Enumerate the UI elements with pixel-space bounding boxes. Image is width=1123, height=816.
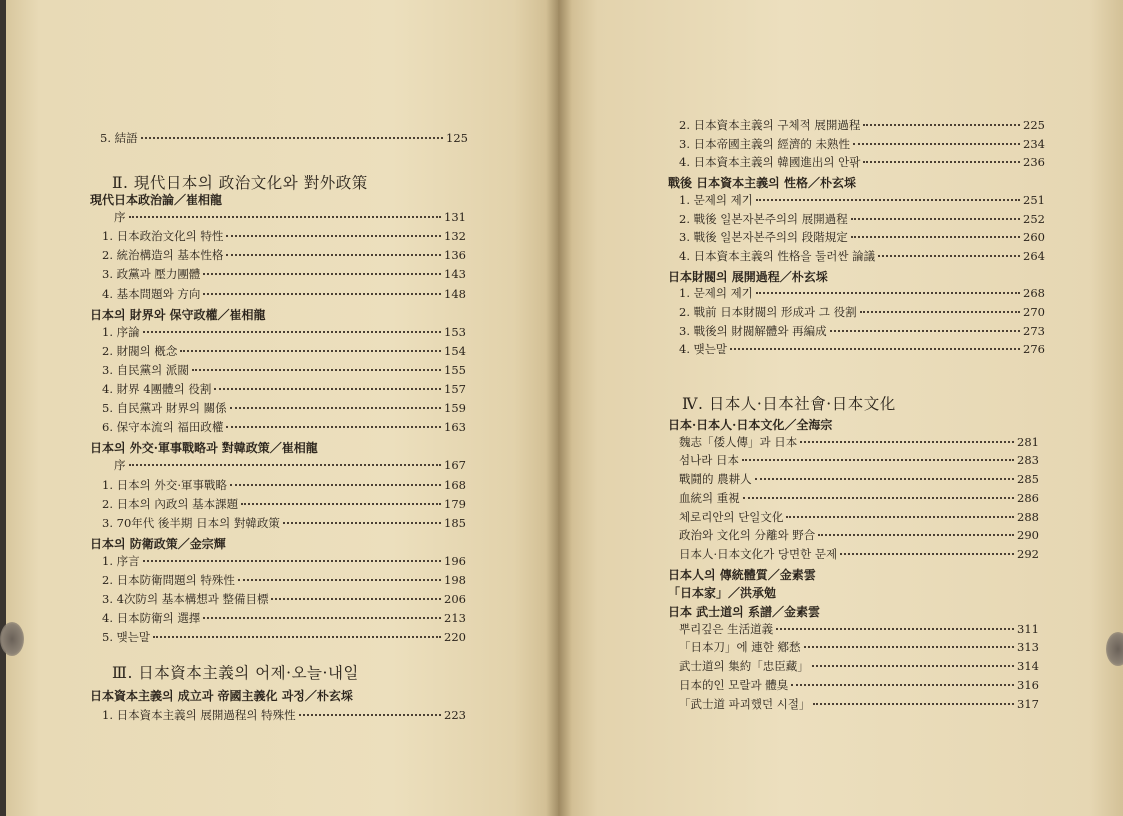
dot-leader [271, 597, 441, 600]
toc-entry [679, 286, 1045, 300]
toc-page-number: 234 [1023, 136, 1045, 151]
part-heading: Ⅱ. 現代日本의 政治文化와 對外政策 [112, 174, 368, 192]
toc-entry-title: 「武士道 파괴했던 시절」 [679, 696, 811, 711]
toc-entry [102, 554, 466, 568]
dot-leader [241, 502, 441, 505]
toc-entry [102, 611, 466, 625]
toc-entry [679, 249, 1045, 263]
toc-entry-title: 1. 日本政治文化의 特性 [102, 229, 224, 244]
toc-entry [102, 267, 466, 281]
toc-page-number: 185 [444, 515, 466, 530]
toc-entry [102, 708, 466, 722]
toc-page-number: 168 [444, 477, 466, 492]
toc-entry [679, 212, 1045, 226]
toc-page-number: 153 [444, 324, 466, 339]
toc-page-number: 225 [1023, 118, 1045, 132]
right-page [558, 0, 1123, 816]
dot-leader [878, 254, 1020, 257]
dot-leader [786, 515, 1014, 518]
toc-entry-title: 6. 保守本流의 福田政權 [102, 420, 224, 435]
toc-entry [679, 193, 1045, 207]
toc-entry-title: 3. 4次防의 基本構想과 整備目標 [102, 592, 269, 607]
toc-page-number: 286 [1017, 490, 1039, 505]
toc-entry-title: 3. 70年代 後半期 日本의 對韓政策 [102, 515, 280, 530]
toc-entry-title: 4. 맺는말 [679, 342, 727, 357]
toc-entry-title: 武士道의 集約「忠臣藏」 [679, 659, 809, 674]
dot-leader [730, 347, 1020, 350]
toc-page-number: 179 [444, 496, 466, 511]
toc-entry-title: 日本的인 모랄과 體臭 [679, 677, 789, 692]
toc-entry-title: 3. 日本帝國主義의 經濟的 未熟性 [679, 136, 851, 151]
toc-entry-title: 序 [114, 458, 126, 473]
toc-entry-title: 戰鬪的 農耕人 [679, 472, 752, 487]
toc-entry-title: 4. 基本問題와 方向 [102, 286, 201, 301]
toc-entry-title: 日本人·日本文化가 당면한 문제 [679, 546, 838, 561]
dot-leader [226, 425, 441, 428]
toc-entry-title: 1. 日本資本主義의 展開過程의 特殊性 [102, 708, 296, 722]
dot-leader [129, 215, 442, 218]
article-title: 日本의 財界와 保守政權／崔相龍 [90, 307, 266, 322]
toc-entry [679, 230, 1045, 244]
dot-leader [800, 440, 1014, 443]
toc-entry-title: 政治와 文化의 分離와 野合 [679, 528, 816, 543]
toc-entry-title: 4. 財界 4團體의 役割 [102, 382, 212, 396]
dot-leader [853, 142, 1020, 145]
article-title: 日本人의 傳統體質／金素雲 [668, 567, 816, 582]
toc-page-number: 268 [1023, 286, 1045, 301]
toc-page-number: 252 [1023, 211, 1045, 226]
toc-entry [102, 344, 466, 358]
toc-entry-title: 3. 戰後의 財閥解體와 再編成 [679, 323, 827, 338]
dot-leader [226, 253, 441, 256]
dot-leader [756, 291, 1020, 294]
dot-leader [192, 368, 441, 371]
dot-leader [203, 272, 441, 275]
toc-entry-title: 3. 戰後 일본자본주의의 段階規定 [679, 230, 848, 245]
toc-entry [679, 472, 1039, 486]
toc-page-number: 157 [444, 382, 466, 396]
dot-leader [812, 664, 1014, 667]
dot-leader [743, 496, 1014, 499]
dot-leader [203, 292, 441, 295]
toc-entry [679, 342, 1045, 356]
toc-page-number: 281 [1017, 434, 1039, 449]
left-page-contents [6, 0, 558, 816]
left-page [6, 0, 558, 816]
toc-entry [679, 622, 1039, 636]
toc-entry-title: 3. 自民黨의 派閥 [102, 362, 189, 377]
toc-entry [102, 229, 466, 243]
toc-entry [679, 118, 1045, 132]
dot-leader [840, 552, 1014, 555]
toc-entry [679, 640, 1039, 654]
toc-page-number: 285 [1017, 472, 1039, 487]
toc-entry-title: 魏志「倭人傳」과 日本 [679, 434, 798, 449]
toc-page-number: 264 [1023, 248, 1045, 263]
toc-entry-title: 뿌리깊은 生活道義 [679, 621, 774, 636]
toc-page-number: 316 [1017, 677, 1039, 692]
toc-page-number: 313 [1017, 640, 1039, 655]
toc-entry [102, 478, 466, 492]
toc-entry [102, 287, 466, 301]
toc-entry-title: 3. 政黨과 壓力團體 [102, 267, 201, 282]
toc-entry [102, 325, 466, 339]
dot-leader [851, 217, 1020, 220]
toc-page-number: 276 [1023, 342, 1045, 357]
toc-entry-title: 4. 日本資本主義의 性格을 둘러싼 論議 [679, 248, 876, 263]
dot-leader [129, 463, 442, 466]
dot-leader [863, 123, 1020, 126]
toc-page-number: 131 [444, 210, 466, 225]
dot-leader [143, 559, 441, 562]
article-title: 日本·日本人·日本文化／全海宗 [668, 418, 833, 432]
article-title: 日本의 防衛政策／金宗輝 [90, 536, 226, 551]
dot-leader [742, 458, 1014, 461]
toc-entry [102, 248, 466, 262]
toc-entry [102, 363, 466, 377]
toc-entry [102, 630, 466, 644]
toc-entry-title: 2. 日本防衛問題의 特殊性 [102, 573, 235, 587]
book-gutter [546, 0, 572, 816]
dot-leader [863, 160, 1020, 163]
toc-entry [679, 697, 1039, 711]
toc-page-number: 270 [1023, 305, 1045, 319]
dot-leader [180, 349, 441, 352]
toc-page-number: 236 [1023, 155, 1045, 170]
article-title: 日本 武士道의 系譜／金素雲 [668, 605, 820, 619]
toc-page-number: 220 [444, 630, 466, 645]
toc-page-number: 143 [444, 267, 466, 282]
toc-page-number: 251 [1023, 192, 1045, 207]
toc-entry [102, 516, 466, 530]
toc-entry-title: 5. 自民黨과 財界의 關係 [102, 401, 227, 416]
part-heading: Ⅳ. 日本人·日本社會·日本文化 [682, 395, 896, 413]
toc-entry-title: 1. 문제의 제기 [679, 192, 753, 207]
toc-entry-title: 2. 日本資本主義의 구체적 展開過程 [679, 118, 861, 132]
article-title: 戰後 日本資本主義의 性格／朴玄埰 [668, 176, 856, 191]
open-book [6, 0, 1123, 816]
toc-entry [102, 382, 466, 396]
dot-leader [791, 683, 1014, 686]
toc-page-number: 311 [1017, 621, 1039, 636]
toc-entry [679, 547, 1039, 561]
article-title: 日本의 外交·軍事戰略과 對韓政策／崔相龍 [90, 441, 318, 456]
toc-entry: 5. 結語 125 [100, 131, 468, 145]
toc-page-number: 292 [1017, 546, 1039, 561]
dot-leader [860, 310, 1020, 313]
toc-entry [679, 659, 1039, 673]
dot-leader [283, 521, 441, 524]
dot-leader [804, 645, 1015, 648]
toc-page-number: 132 [444, 229, 466, 244]
toc-entry [102, 497, 466, 511]
toc-entry-title: 4. 日本防衛의 選擇 [102, 611, 201, 626]
toc-page-number: 283 [1017, 453, 1039, 468]
toc-entry-title: 2. 戰前 日本財閥의 形成과 그 役割 [679, 305, 857, 319]
toc-page-number: 163 [444, 420, 466, 435]
toc-entry-title: 섬나라 日本 [679, 453, 739, 468]
toc-page-number: 206 [444, 592, 466, 607]
dot-leader [756, 198, 1020, 201]
toc-page-number: 288 [1017, 509, 1039, 524]
toc-page-number: 198 [444, 573, 466, 587]
toc-entry [679, 528, 1039, 542]
toc-page-number: 167 [444, 458, 466, 473]
toc-entry [679, 510, 1039, 524]
toc-entry [114, 458, 466, 472]
toc-entry-title: 「日本刀」에 連한 鄕愁 [679, 640, 801, 655]
dot-leader [755, 477, 1014, 480]
toc-page-number: 317 [1017, 696, 1039, 711]
toc-entry [102, 573, 466, 587]
dot-leader [813, 702, 1014, 705]
toc-page-number: 155 [444, 362, 466, 377]
dot-leader [230, 406, 441, 409]
toc-entry [102, 420, 466, 434]
toc-entry [679, 491, 1039, 505]
dot-leader [230, 483, 441, 486]
dot-leader [776, 627, 1014, 630]
dot-leader [143, 330, 441, 333]
toc-entry [679, 155, 1045, 169]
toc-page-number: 154 [444, 343, 466, 358]
toc-page-number: 223 [444, 708, 466, 722]
toc-entry [102, 592, 466, 606]
toc-entry [114, 210, 466, 224]
toc-page-number: 136 [444, 248, 466, 263]
toc-entry [679, 137, 1045, 151]
toc-entry-title: 4. 日本資本主義의 韓國進出의 안팎 [679, 155, 861, 170]
toc-page-number: 314 [1017, 659, 1039, 674]
toc-entry-title: 1. 문제의 제기 [679, 286, 753, 301]
dot-leader [818, 533, 1014, 536]
dot-leader [299, 713, 441, 716]
toc-page-number: 213 [444, 611, 466, 626]
toc-page-number: 159 [444, 401, 466, 416]
dot-leader [203, 616, 441, 619]
toc-entry [679, 435, 1039, 449]
toc-entry-title: 2. 統治構造의 基本性格 [102, 248, 224, 263]
toc-page-number: 273 [1023, 323, 1045, 338]
toc-page-number: 196 [444, 553, 466, 568]
toc-entry [679, 453, 1039, 467]
toc-entry [102, 401, 466, 415]
dot-leader [214, 387, 441, 390]
toc-page-number: 148 [444, 286, 466, 301]
dot-leader [830, 329, 1020, 332]
dot-leader [851, 235, 1020, 238]
toc-entry-title: 1. 日本의 外交·軍事戰略 [102, 477, 228, 492]
toc-page-number: 260 [1023, 230, 1045, 245]
toc-entry-title: 1. 序論 [102, 324, 140, 339]
article-title: 日本資本主義의 成立과 帝國主義化 과정／朴玄埰 [90, 689, 353, 703]
toc-entry-title: 血統의 重視 [679, 490, 740, 505]
toc-entry [679, 678, 1039, 692]
toc-entry [679, 324, 1045, 338]
toc-entry-title: 2. 戰後 일본자본주의의 展開過程 [679, 211, 848, 226]
dot-leader [226, 234, 441, 237]
dot-leader [238, 578, 441, 581]
right-page-contents [558, 0, 1123, 816]
article-title: 「日本家」／洪承勉 [668, 586, 777, 601]
toc-page-number: 290 [1017, 528, 1039, 543]
part-heading: Ⅲ. 日本資本主義의 어제·오늘·내일 [112, 664, 359, 682]
dot-leader [153, 635, 441, 638]
toc-entry-title: 2. 財閥의 槪念 [102, 343, 178, 358]
toc-entry [679, 305, 1045, 319]
toc-entry-title: 2. 日本의 內政의 基本課題 [102, 496, 239, 511]
article-title: 現代日本政治論／崔相龍 [90, 193, 223, 207]
toc-entry-title: 序 [114, 210, 126, 225]
toc-entry-title: 5. 맺는말 [102, 630, 150, 645]
article-title: 日本財閥의 展開過程／朴玄埰 [668, 269, 828, 284]
toc-entry-title: 체로리안의 단일文化 [679, 509, 784, 524]
toc-entry-title: 1. 序言 [102, 553, 140, 568]
